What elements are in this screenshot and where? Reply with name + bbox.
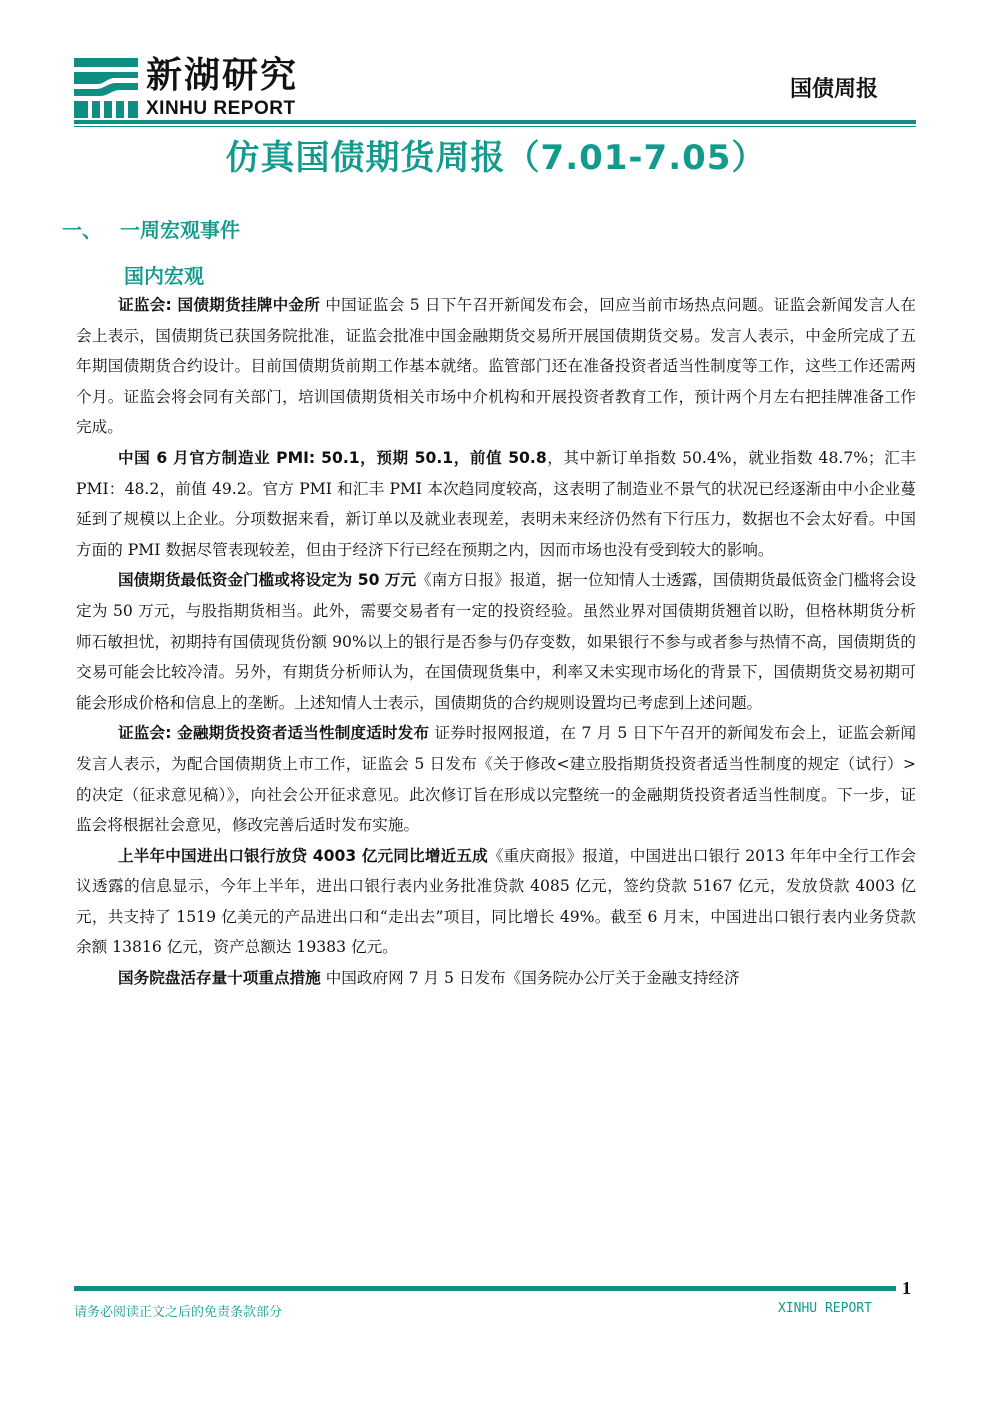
paragraph-text: 《重庆商报》报道，中国进出口银行 2013 年年中全行工作会议透露的信息显示，今年上半年，进出口银行表内业务批准贷款 4085 亿元，签约贷款 5167 亿元，发放贷款 4003 亿元，共支持了 1519 亿美元的产品进出口和“走出去”项目，同比增长 49%。截至 6 月末，中国进出口银行表内业务贷款余额 13816 亿元，资产总额达 19383 亿元。 bbox=[76, 846, 916, 957]
footer-rule bbox=[74, 1286, 896, 1291]
brand-name-en: XINHU REPORT bbox=[146, 98, 296, 119]
subsection-heading: 国内宏观 bbox=[124, 264, 204, 288]
section-number: 一、 bbox=[62, 218, 102, 242]
footer-brand: XINHU REPORT bbox=[778, 1301, 872, 1316]
paragraph bbox=[76, 718, 916, 840]
paragraph-lead: 证监会: 金融期货投资者适当性制度适时发布 bbox=[118, 724, 430, 743]
paragraph-text: 《南方日报》报道，据一位知情人士透露，国债期货最低资金门槛将会设定为 50 万元，与股指期货相当。此外，需要交易者有一定的投资经验。虽然业界对国债期货翘首以盼，但格林期货分析师石敏担忧，初期持有国债现货份额 90%以上的银行是否参与仍存变数，如果银行不参与或者参与热情不高，国债期货的交易可能会比较冷清。另外，有期货分析师认为，在国债现货集中，利率又未实现市场化的背景下，国债期货交易初期可能会形成价格和信息上的垄断。上述知情人士表示，国债期货的合约规则设置均已考虑到上述问题。 bbox=[76, 571, 916, 712]
paragraph-lead: 国债期货最低资金门槛或将设定为 50 万元 bbox=[118, 571, 417, 590]
header-rule-thin bbox=[74, 126, 916, 127]
document-title: 仿真国债期货周报（7.01-7.05） bbox=[225, 138, 767, 178]
section-label: 一周宏观事件 bbox=[120, 218, 240, 242]
paragraph bbox=[76, 841, 916, 963]
paragraph bbox=[76, 565, 916, 718]
section-heading bbox=[62, 214, 240, 243]
paragraph-text: ，其中新订单指数 50.4%，就业指数 48.7%；汇丰 PMI：48.2，前值 49.2。官方 PMI 和汇丰 PMI 本次趋同度较高，这表明了制造业不景气的状况已经逐渐由中小企业蔓延到了规模以上企业。分项数据来看，新订单以及就业表现差，表明未来经济仍然有下行压力，数据也不会太好看。中国方面的 PMI 数据尽管表现较差，但由于经济下行已经在预期之内，因而市场也没有受到较大的影响。 bbox=[76, 448, 916, 559]
paragraph-lead: 国务院盘活存量十项重点措施 bbox=[118, 969, 321, 988]
paragraph-lead: 中国 6 月官方制造业 PMI: 50.1，预期 50.1，前值 50.8 bbox=[118, 448, 547, 467]
paragraph-text: 证券时报网报道，在 7 月 5 日下午召开的新闻发布会上，证监会新闻发言人表示，为配合国债期货上市工作，证监会 5 日发布《关于修改<建立股指期货投资者适当性制度的规定（试行）>的决定（征求意见稿）》，向社会公开征求意见。此次修订旨在形成以完整统一的金融期货投资者适当性制度。下一步，证监会将根据社会意见，修改完善后适时发布实施。 bbox=[76, 724, 916, 835]
paragraph-text: 中国证监会 5 日下午召开新闻发布会，回应当前市场热点问题。证监会新闻发言人在会上表示，国债期货已获国务院批准，证监会批准中国金融期货交易所开展国债期货交易。发言人表示，中金所完成了五年期国债期货合约设计。目前国债期货前期工作基本就绪。监管部门还在准备投资者适当性制度等工作，这些工作还需两个月。证监会将会同有关部门，培训国债期货相关市场中介机构和开展投资者教育工作，预计两个月左右把挂牌准备工作完成。 bbox=[76, 296, 917, 437]
report-type-label: 国债周报 bbox=[789, 77, 878, 102]
document-body bbox=[76, 290, 916, 994]
paragraph bbox=[76, 963, 916, 994]
brand-logo bbox=[74, 52, 304, 124]
paragraph-lead: 上半年中国进出口银行放贷 4003 亿元同比增近五成 bbox=[118, 846, 488, 865]
page-number: 1 bbox=[902, 1278, 911, 1298]
xinhu-logo-icon bbox=[74, 58, 138, 118]
paragraph-lead: 证监会: 国债期货挂牌中金所 bbox=[118, 296, 321, 314]
header-rule bbox=[74, 120, 916, 124]
paragraph-text: 中国政府网 7 月 5 日发布《国务院办公厅关于金融支持经济 bbox=[320, 969, 740, 988]
paragraph bbox=[76, 443, 916, 565]
brand-name-cn: 新湖研究 bbox=[146, 55, 299, 96]
paragraph bbox=[76, 290, 916, 443]
footer-disclaimer: 请务必阅读正文之后的免责条款部分 bbox=[74, 1305, 283, 1320]
